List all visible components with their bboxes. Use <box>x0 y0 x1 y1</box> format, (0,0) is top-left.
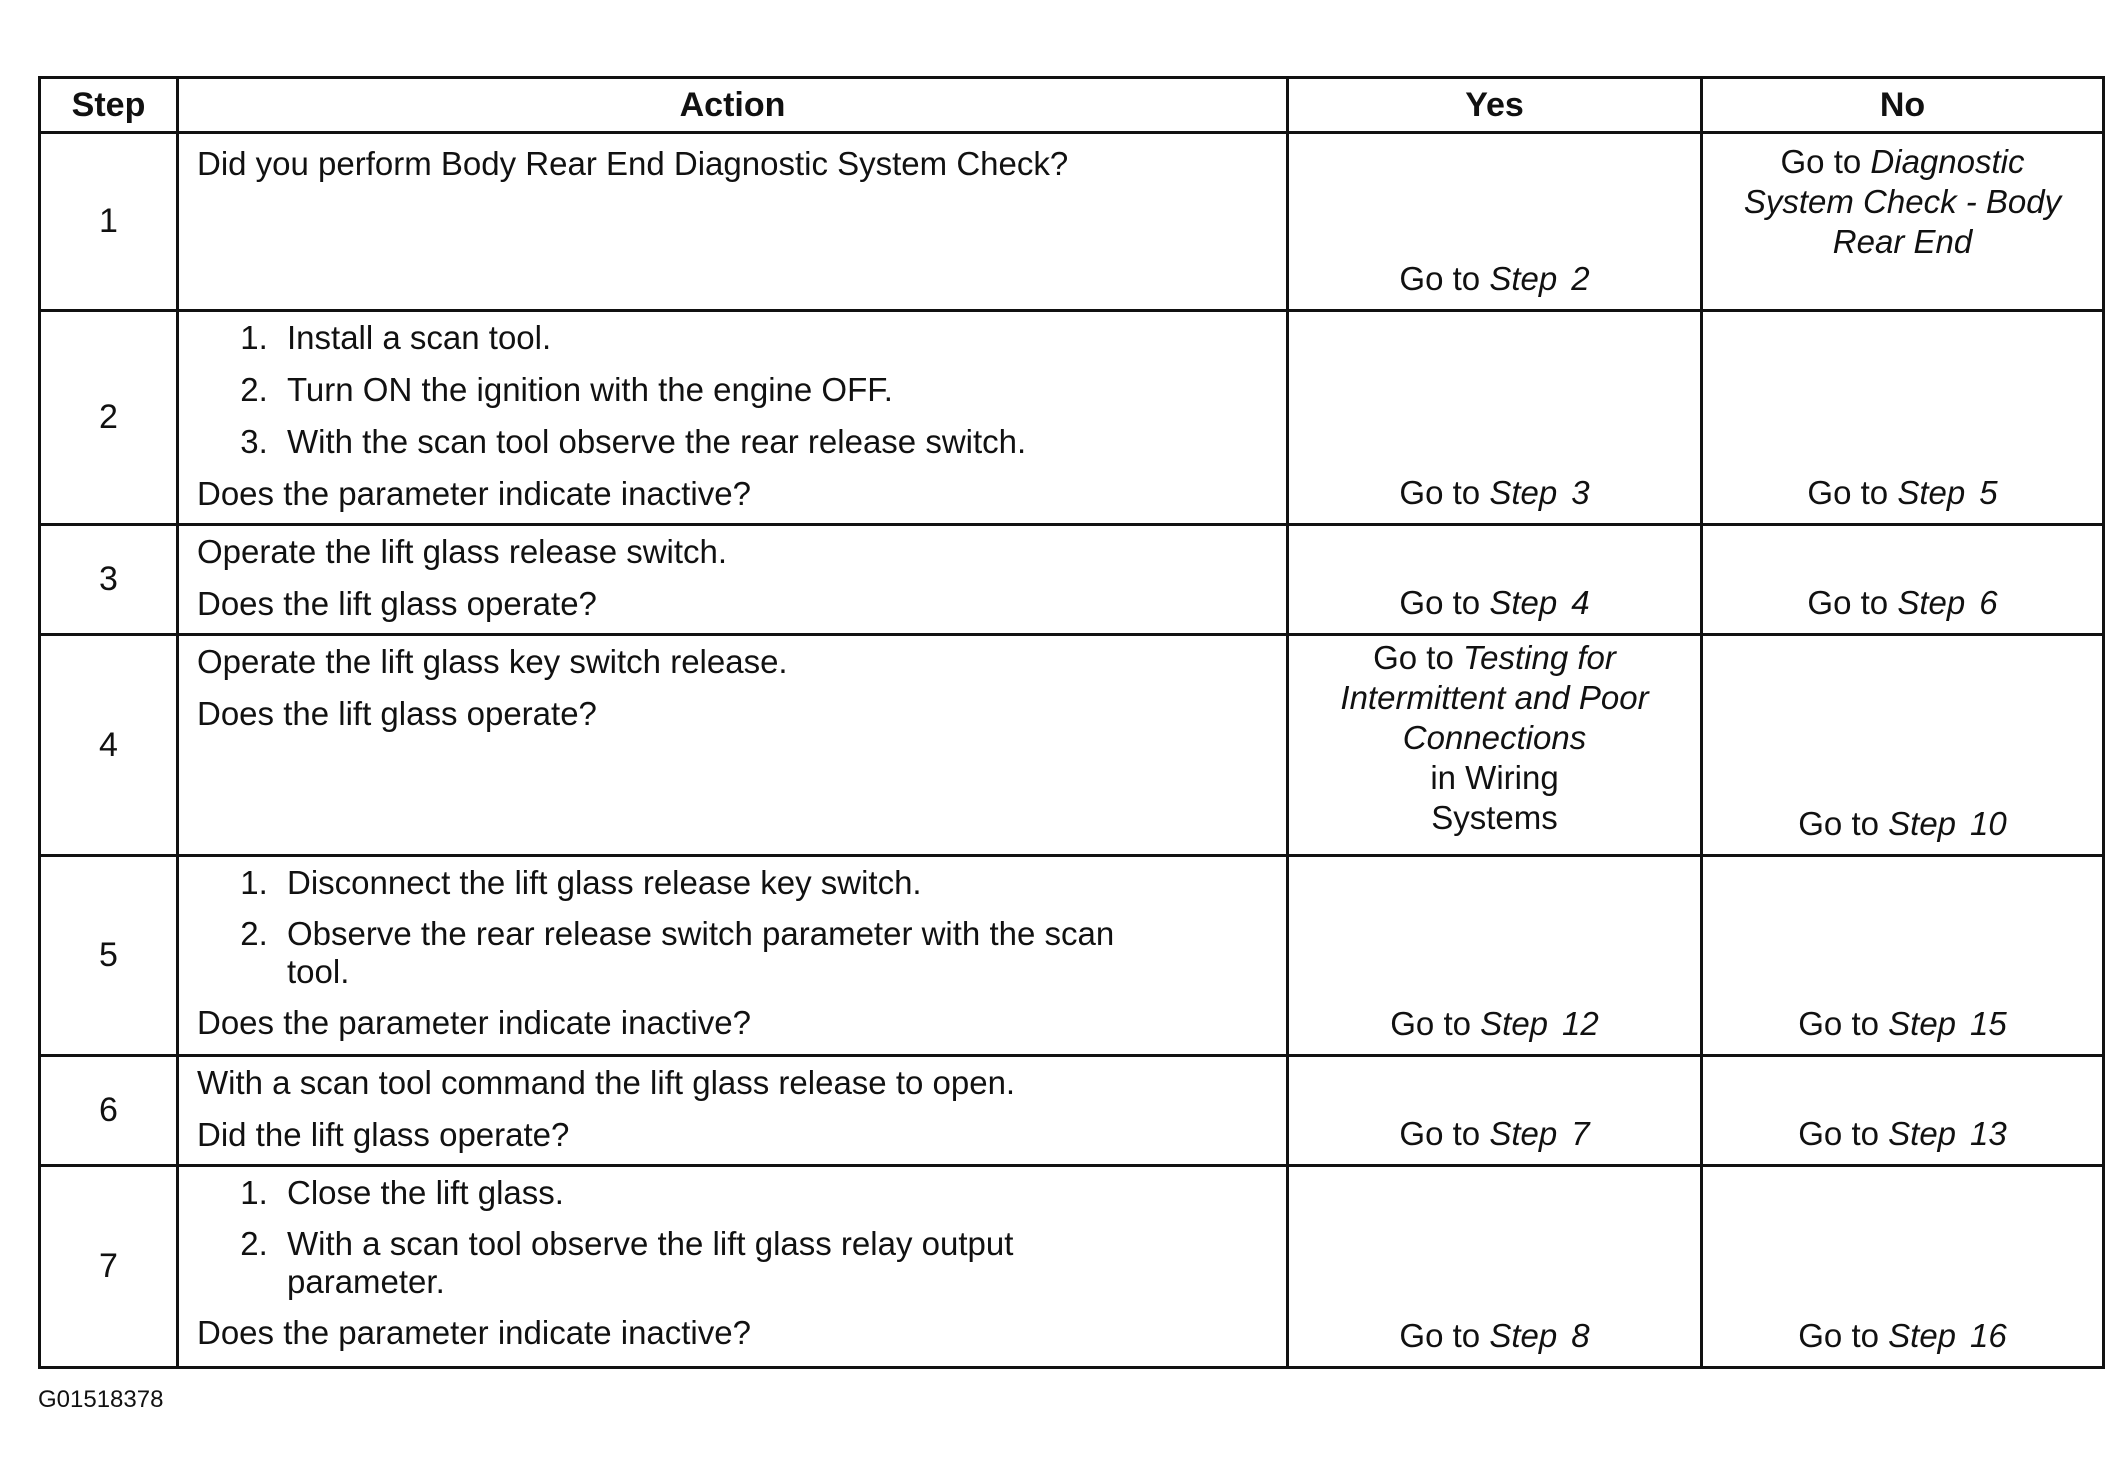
question: Does the lift glass operate? <box>197 695 597 732</box>
goto-prefix: Go to <box>1780 143 1862 180</box>
question: Does the parameter indicate inactive? <box>197 475 751 512</box>
figure-id: G01518378 <box>38 1386 164 1413</box>
yes-cell <box>1288 133 1702 311</box>
goto-prefix: Go to <box>1807 584 1889 621</box>
table-row <box>40 311 2104 525</box>
yes-goto <box>1289 259 1700 299</box>
step-number: 6 <box>40 1056 178 1166</box>
step-ref: Step <box>1888 1115 1957 1152</box>
doc-ref: Rear End <box>1832 223 1973 260</box>
doc-ref: Connections <box>1402 719 1587 756</box>
table-row <box>40 525 2104 635</box>
yes-cell <box>1288 525 1702 635</box>
step-ref: Step <box>1888 1005 1957 1042</box>
no-cell <box>1702 133 2104 311</box>
step-ref-number: 4 <box>1571 584 1590 621</box>
table-row <box>40 133 2104 311</box>
doc-ref: System Check - Body <box>1743 183 2062 220</box>
step-number: 4 <box>40 635 178 856</box>
yes-cell <box>1288 311 1702 525</box>
question: Did the lift glass operate? <box>197 1116 570 1153</box>
substep: 2. Turn ON the ignition with the engine OFF. <box>277 370 1270 410</box>
no-cell <box>1702 856 2104 1056</box>
step-ref-number: 6 <box>1979 584 1998 621</box>
table-row <box>40 1056 2104 1166</box>
no-goto <box>1703 583 2102 623</box>
no-cell <box>1702 525 2104 635</box>
no-goto <box>1703 1114 2102 1154</box>
substep: 1. Disconnect the lift glass release key switch. <box>277 863 1126 903</box>
substep-list <box>197 318 1270 462</box>
goto-prefix: Go to <box>1399 474 1481 511</box>
step-ref-number: 16 <box>1970 1317 2007 1354</box>
header-step: Step <box>40 78 178 133</box>
substep: 2. Observe the rear release switch parameter with the scan tool. <box>277 915 1126 991</box>
doc-ref: Diagnostic <box>1870 143 2025 180</box>
action-text: Operate the lift glass key switch release. <box>197 643 788 680</box>
action-cell <box>178 635 1288 856</box>
no-goto <box>1703 1004 2102 1044</box>
step-number: 1 <box>40 133 178 311</box>
yes-goto <box>1289 473 1700 513</box>
action-text: Operate the lift glass release switch. <box>197 533 728 570</box>
yes-cell <box>1288 1056 1702 1166</box>
step-ref-number: 10 <box>1970 805 2007 842</box>
action-cell <box>178 133 1288 311</box>
step-ref: Step <box>1489 1317 1558 1354</box>
doc-ref: Testing for <box>1463 639 1616 676</box>
step-ref-number: 13 <box>1970 1115 2007 1152</box>
goto-prefix: Go to <box>1807 474 1889 511</box>
action-text: Did you perform Body Rear End Diagnostic System Check? <box>197 145 1069 182</box>
yes-goto <box>1289 1316 1700 1356</box>
step-ref-number: 15 <box>1970 1005 2007 1042</box>
yes-cell <box>1288 1166 1702 1368</box>
question: Does the lift glass operate? <box>197 585 597 622</box>
step-ref-number: 12 <box>1562 1005 1599 1042</box>
no-goto <box>1703 473 2102 513</box>
substep: 1. Close the lift glass. <box>277 1173 1126 1213</box>
goto-prefix: Go to <box>1399 1115 1481 1152</box>
step-ref-number: 3 <box>1571 474 1590 511</box>
table-row <box>40 1166 2104 1368</box>
yes-goto <box>1289 1004 1700 1044</box>
yes-goto <box>1289 1114 1700 1154</box>
question: Does the parameter indicate inactive? <box>197 1314 751 1351</box>
table-row <box>40 635 2104 856</box>
header-action: Action <box>178 78 1288 133</box>
action-cell <box>178 311 1288 525</box>
substep: 2. With a scan tool observe the lift glass relay output parameter. <box>277 1225 1126 1301</box>
goto-prefix: Go to <box>1399 1317 1481 1354</box>
no-cell <box>1702 1056 2104 1166</box>
doc-ref-plain: Systems <box>1431 799 1558 836</box>
substep-list <box>197 1173 1126 1301</box>
table-row <box>40 856 2104 1056</box>
goto-prefix: Go to <box>1798 1005 1879 1042</box>
goto-prefix: Go to <box>1390 1005 1471 1042</box>
action-cell <box>178 856 1288 1056</box>
step-number: 3 <box>40 525 178 635</box>
goto-prefix: Go to <box>1373 639 1454 676</box>
step-ref-number: 2 <box>1571 260 1590 297</box>
action-cell <box>178 1056 1288 1166</box>
question: Does the parameter indicate inactive? <box>197 1004 751 1041</box>
step-number: 5 <box>40 856 178 1056</box>
step-ref: Step <box>1888 1317 1957 1354</box>
goto-prefix: Go to <box>1798 1317 1879 1354</box>
yes-goto <box>1289 583 1700 623</box>
no-cell <box>1702 311 2104 525</box>
step-ref: Step <box>1480 1005 1549 1042</box>
yes-cell <box>1288 856 1702 1056</box>
header-no: No <box>1702 78 2104 133</box>
goto-prefix: Go to <box>1399 260 1481 297</box>
goto-prefix: Go to <box>1798 1115 1879 1152</box>
step-ref-number: 8 <box>1571 1317 1590 1354</box>
diagnostic-table <box>38 76 2105 1369</box>
substep: 1. Install a scan tool. <box>277 318 1270 358</box>
yes-goto <box>1289 636 1700 838</box>
doc-ref-plain: in Wiring <box>1430 759 1559 796</box>
substep-list <box>197 863 1126 991</box>
step-ref: Step <box>1888 805 1957 842</box>
table-header-row <box>40 78 2104 133</box>
no-goto <box>1703 1316 2102 1356</box>
no-goto <box>1703 134 2102 262</box>
step-number: 7 <box>40 1166 178 1368</box>
step-ref: Step <box>1897 474 1966 511</box>
yes-cell <box>1288 635 1702 856</box>
goto-prefix: Go to <box>1798 805 1879 842</box>
step-ref: Step <box>1489 260 1558 297</box>
step-ref-number: 7 <box>1571 1115 1590 1152</box>
action-text: With a scan tool command the lift glass release to open. <box>197 1064 1016 1101</box>
step-ref: Step <box>1489 474 1558 511</box>
no-cell <box>1702 635 2104 856</box>
step-ref: Step <box>1489 1115 1558 1152</box>
step-ref: Step <box>1489 584 1558 621</box>
doc-ref: Intermittent and Poor <box>1340 679 1649 716</box>
substep: 3. With the scan tool observe the rear release switch. <box>277 422 1270 462</box>
no-goto <box>1703 804 2102 844</box>
action-cell <box>178 1166 1288 1368</box>
step-number: 2 <box>40 311 178 525</box>
goto-prefix: Go to <box>1399 584 1481 621</box>
header-yes: Yes <box>1288 78 1702 133</box>
no-cell <box>1702 1166 2104 1368</box>
step-ref-number: 5 <box>1979 474 1998 511</box>
action-cell <box>178 525 1288 635</box>
step-ref: Step <box>1897 584 1966 621</box>
